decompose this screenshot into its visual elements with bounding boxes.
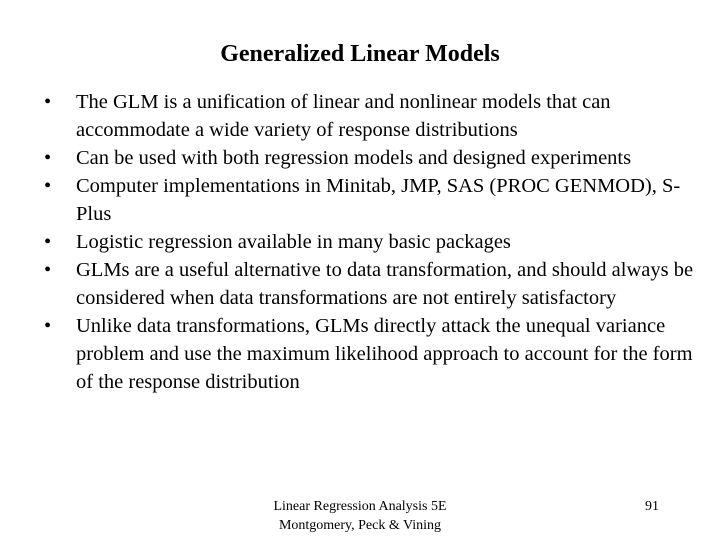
bullet-item (44, 228, 694, 256)
bullet-text: The GLM is a unification of linear and nonlinear models that can accommodate a wide variety of response distributions (76, 91, 611, 141)
bullet-text: Computer implementations in Minitab, JMP, SAS (PROC GENMOD), S-Plus (76, 175, 681, 225)
bullet-text: Logistic regression available in many basic packages (76, 231, 511, 253)
bullet-marker: • (44, 175, 52, 197)
footer-book-title: Linear Regression Analysis 5E (273, 499, 447, 514)
page-number: 91 (645, 499, 659, 514)
bullet-item (44, 172, 694, 228)
bullet-item (44, 256, 694, 312)
slide-title: Generalized Linear Models (220, 41, 500, 67)
bullet-text: Can be used with both regression models and designed experiments (76, 147, 632, 169)
slide-footer (230, 497, 490, 535)
bullet-marker: • (44, 91, 52, 113)
bullet-text: Unlike data transformations, GLMs directly attack the unequal variance problem and use the maximum likelihood approach to account for the form of the response distribution (76, 315, 693, 393)
bullet-text: GLMs are a useful alternative to data transformation, and should always be considered when data transformations are not entirely satisfactory (76, 259, 694, 309)
bullet-marker: • (44, 315, 52, 337)
bullet-marker: • (44, 259, 52, 281)
bullet-item (44, 88, 694, 144)
bullet-list (44, 88, 694, 396)
bullet-marker: • (44, 147, 52, 169)
bullet-item (44, 144, 694, 172)
footer-authors: Montgomery, Peck & Vining (278, 518, 442, 533)
bullet-marker: • (44, 231, 52, 253)
bullet-item (44, 312, 694, 396)
